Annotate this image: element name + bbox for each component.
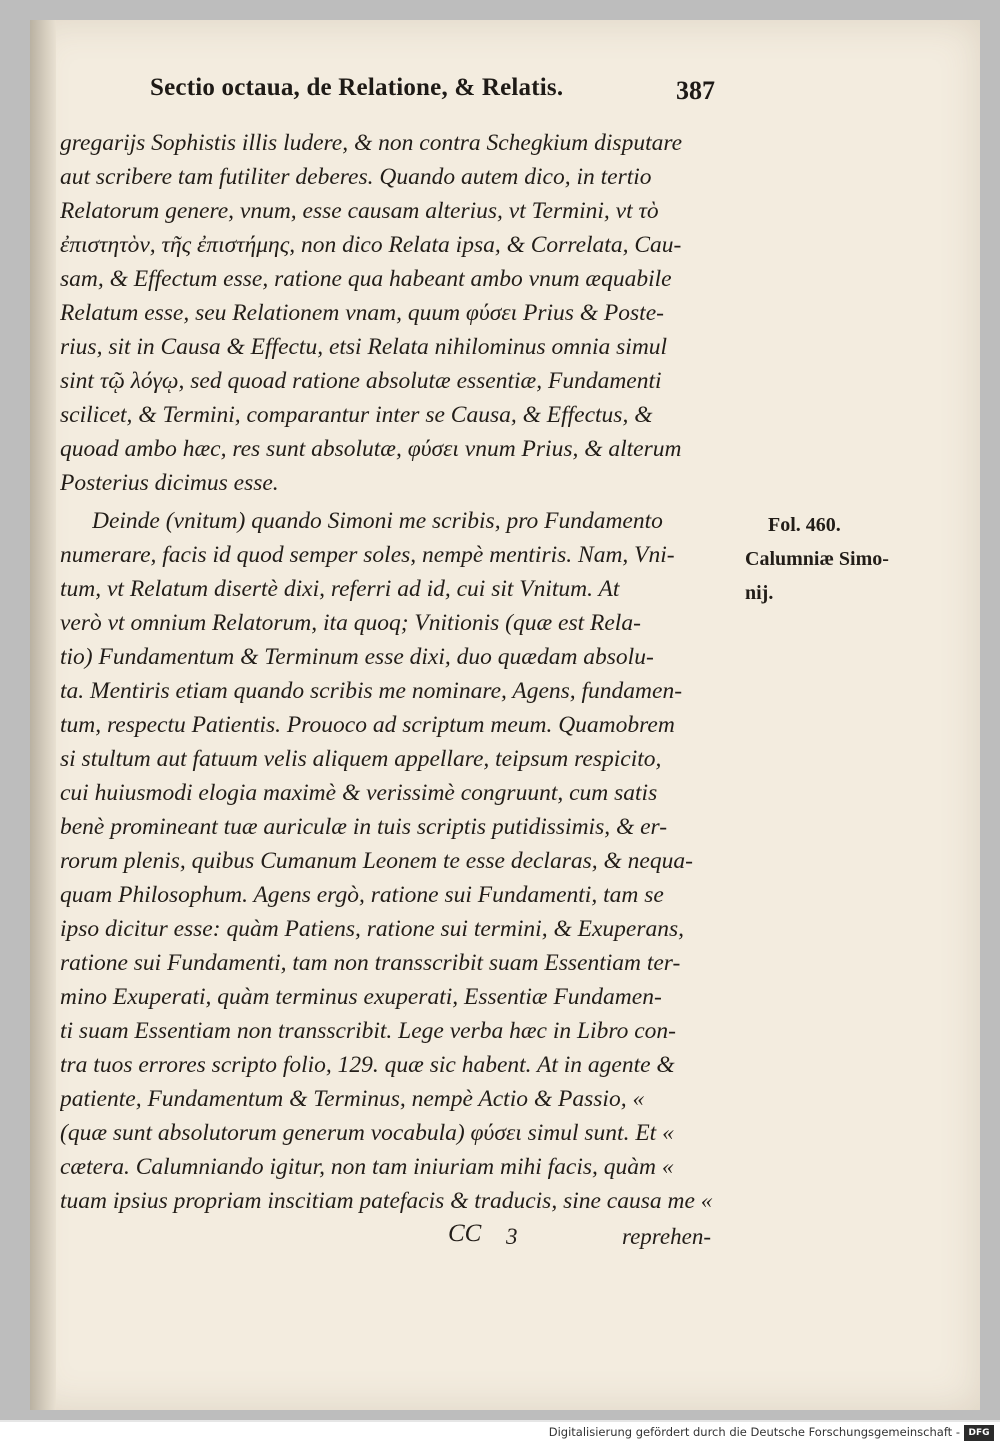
text-line: benè promineant tuæ auriculæ in tuis scriptis putidissimis, & er- bbox=[60, 814, 668, 840]
page-gutter bbox=[30, 20, 56, 1410]
page-number: 387 bbox=[676, 76, 715, 105]
text-line: quoad ambo hæc, res sunt absolutæ, φύσει vnum Prius, & alterum bbox=[60, 436, 682, 462]
text-line: cætera. Calumniando igitur, non tam iniuriam mihi facis, quàm « bbox=[60, 1154, 674, 1180]
gathering-number: 3 bbox=[506, 1224, 518, 1249]
text-line: (quæ sunt absolutorum generum vocabula) φύσει simul sunt. Et « bbox=[60, 1120, 674, 1146]
text-line: rorum plenis, quibus Cumanum Leonem te esse declaras, & nequa- bbox=[60, 848, 693, 874]
text-line: numerare, facis id quod semper soles, nempè mentiris. Nam, Vni- bbox=[60, 542, 675, 568]
text-line: quam Philosophum. Agens ergò, ratione sui Fundamenti, tam se bbox=[60, 882, 664, 908]
text-line: tum, vt Relatum disertè dixi, referri ad id, cui sit Vnitum. At bbox=[60, 576, 620, 602]
text-line: ta. Mentiris etiam quando scribis me nominare, Agens, fundamen- bbox=[60, 678, 683, 704]
text-line: aut scribere tam futiliter deberes. Quando autem dico, in tertio bbox=[60, 164, 652, 190]
text-line: tio) Fundamentum & Terminum esse dixi, duo quædam absolu- bbox=[60, 644, 654, 670]
text-line: rius, sit in Causa & Effectu, etsi Relata nihilominus omnia simul bbox=[60, 334, 668, 360]
text-line: Posterius dicimus esse. bbox=[60, 470, 279, 496]
footer-credit: Digitalisierung gefördert durch die Deutsche Forschungsgemeinschaft - bbox=[548, 1425, 960, 1439]
running-head: Sectio octaua, de Relatione, & Relatis. bbox=[150, 74, 564, 101]
text-line: tuam ipsius propriam inscitiam patefacis & traducis, sine causa me « bbox=[60, 1188, 713, 1214]
text-line: scilicet, & Termini, comparantur inter se Causa, & Effectus, & bbox=[60, 402, 653, 428]
text-line: cui huiusmodi elogia maximè & verissimè congruunt, cum satis bbox=[60, 780, 658, 806]
margin-note: Fol. 460. bbox=[768, 514, 841, 536]
text-line: tra tuos errores scripto folio, 129. quæ sic habent. At in agente & bbox=[60, 1052, 675, 1078]
text-line: gregarijs Sophistis illis ludere, & non contra Schegkium disputare bbox=[60, 130, 683, 156]
margin-note: nij. bbox=[745, 582, 774, 604]
text-line: patiente, Fundamentum & Terminus, nempè Actio & Passio, « bbox=[60, 1086, 645, 1112]
text-line: sint τῷ λόγῳ, sed quoad ratione absolutæ essentiæ, Fundamenti bbox=[60, 368, 662, 394]
dfg-logo-icon: DFG bbox=[964, 1425, 994, 1441]
text-line: ti suam Essentiam non transscribit. Lege verba hæc in Libro con- bbox=[60, 1018, 676, 1044]
margin-note: Calumniæ Simo- bbox=[745, 548, 889, 570]
signature-mark: CC bbox=[448, 1220, 482, 1247]
text-line: ratione sui Fundamenti, tam non transscribit suam Essentiam ter- bbox=[60, 950, 681, 976]
catchword: reprehen- bbox=[622, 1224, 711, 1249]
footer-bar bbox=[0, 1422, 1000, 1445]
text-line: Deinde (vnitum) quando Simoni me scribis, pro Fundamento bbox=[92, 508, 663, 534]
text-line: Relatum esse, seu Relationem vnam, quum φύσει Prius & Poste- bbox=[60, 300, 664, 326]
text-line: sam, & Effectum esse, ratione qua habeant ambo vnum æquabile bbox=[60, 266, 672, 292]
text-line: tum, respectu Patientis. Prouoco ad scriptum meum. Quamobrem bbox=[60, 712, 675, 738]
text-line: si stultum aut fatuum velis aliquem appellare, teipsum respicito, bbox=[60, 746, 662, 772]
text-line: verò vt omnium Relatorum, ita quoq; Vnitionis (quæ est Rela- bbox=[60, 610, 641, 636]
text-line: ipso dicitur esse: quàm Patiens, ratione sui termini, & Exuperans, bbox=[60, 916, 685, 942]
text-line: ἐπιστητὸν, τῆς ἐπιστήμης, non dico Relata ipsa, & Correlata, Cau- bbox=[60, 232, 682, 258]
text-line: mino Exuperati, quàm terminus exuperati, Essentiæ Fundamen- bbox=[60, 984, 662, 1010]
text-line: Relatorum genere, vnum, esse causam alterius, vt Termini, vt τὸ bbox=[60, 198, 659, 224]
